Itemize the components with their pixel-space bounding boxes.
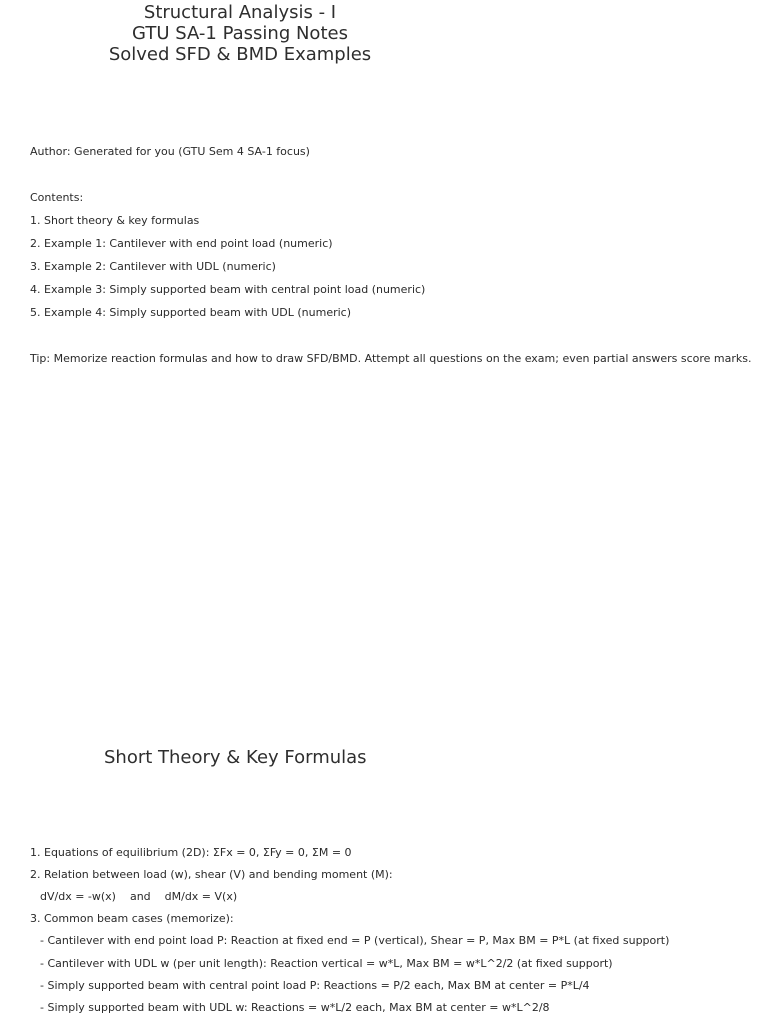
theory-line: 1. Equations of equilibrium (2D): ΣFx = 0, ΣFy = 0, ΣM = 0: [30, 846, 352, 859]
theory-bullet: - Cantilever with UDL w (per unit length): Reaction vertical = w*L, Max BM = w*L^2/2 (at fixed support): [40, 957, 613, 970]
contents-item: 3. Example 2: Cantilever with UDL (numeric): [30, 260, 276, 273]
title-line-3: Solved SFD & BMD Examples: [108, 44, 372, 65]
title-line-2: GTU SA-1 Passing Notes: [132, 23, 348, 44]
contents-item: 5. Example 4: Simply supported beam with UDL (numeric): [30, 306, 352, 319]
contents-heading: Contents:: [30, 191, 84, 204]
tip-line: Tip: Memorize reaction formulas and how to draw SFD/BMD. Attempt all questions on the exam; even partial answers score marks.: [30, 352, 752, 365]
author-line: Author: Generated for you (GTU Sem 4 SA-1 focus): [30, 145, 310, 158]
theory-bullet: - Cantilever with end point load P: Reaction at fixed end = P (vertical), Shear = P, Max BM = P*L (at fixed support): [40, 934, 670, 947]
document-title: [40, 2, 440, 65]
theory-line: 2. Relation between load (w), shear (V) and bending moment (M):: [30, 868, 393, 881]
contents-item: 2. Example 1: Cantilever with end point load (numeric): [30, 237, 333, 250]
theory-bullet: - Simply supported beam with central point load P: Reactions = P/2 each, Max BM at center = P*L/4: [40, 979, 590, 992]
contents-item: 1. Short theory & key formulas: [30, 214, 200, 227]
title-line-1: Structural Analysis - I: [143, 2, 337, 23]
theory-formula-line: dV/dx = -w(x) and dM/dx = V(x): [40, 890, 238, 903]
theory-line: 3. Common beam cases (memorize):: [30, 912, 234, 925]
theory-bullet: - Simply supported beam with UDL w: Reactions = w*L/2 each, Max BM at center = w*L^2/8: [40, 1001, 550, 1014]
contents-item: 4. Example 3: Simply supported beam with central point load (numeric): [30, 283, 426, 296]
theory-heading: Short Theory & Key Formulas: [104, 747, 367, 768]
